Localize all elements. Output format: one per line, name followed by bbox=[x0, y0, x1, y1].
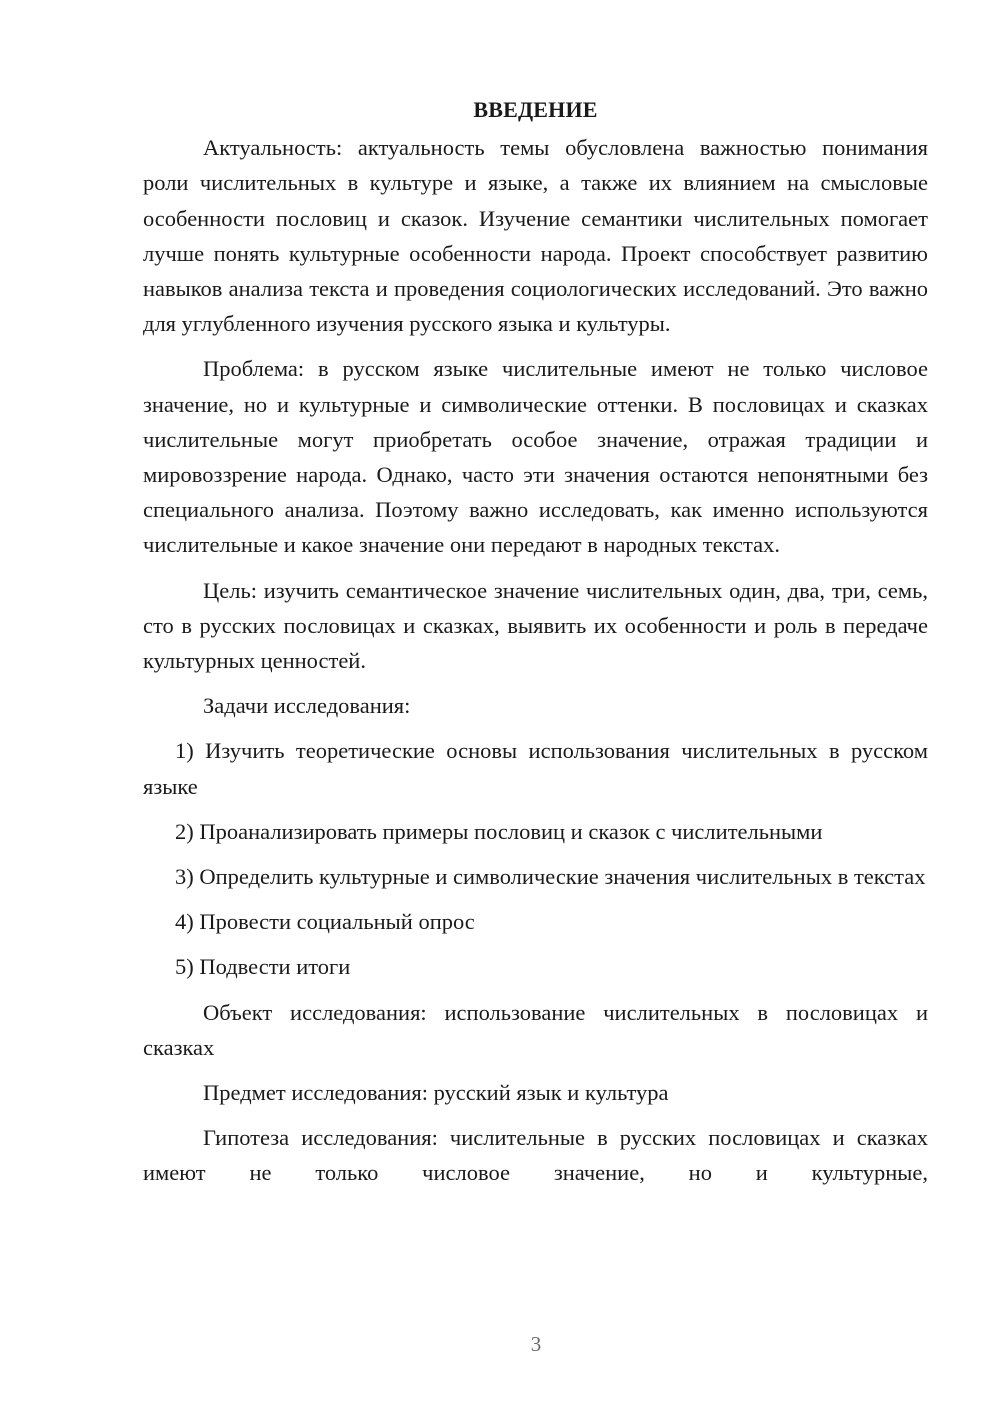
list-item: 4) Провести социальный опрос bbox=[175, 909, 475, 935]
list-item: 2) Проанализировать примеры пословиц и сказок с числительными bbox=[175, 818, 823, 844]
list-item: 1) Изучить теоретические основы использования числительных в русском языке bbox=[143, 738, 928, 799]
paragraph-relevance: Актуальность: актуальность темы обусловлена важностью понимания роли числительных в культуре и языке, а также их влиянием на смысловые особенности пословиц и сказок. Изучение семантики числительных помогает лучше понять культурные особенности народа. Проект способствует развитию навыков анализа текста и проведения социологических исследований. Это важно для углубленного изучения русского языка и культуры. bbox=[143, 135, 928, 337]
page-number: 3 bbox=[530, 1332, 542, 1356]
paragraph-subject: Предмет исследования: русский язык и культура bbox=[203, 1080, 669, 1106]
section-heading: ВВЕДЕНИЕ bbox=[473, 97, 598, 122]
paragraph-object: Объект исследования: использование числительных в пословицах и сказках bbox=[143, 999, 928, 1060]
list-item: 5) Подвести итоги bbox=[175, 954, 351, 980]
paragraph-hypothesis: Гипотеза исследования: числительные в русских пословицах и сказках имеют не только числовое значение, но и культурные, bbox=[143, 1125, 928, 1186]
page-content bbox=[143, 92, 928, 1201]
paragraph-tasks-label: Задачи исследования: bbox=[203, 693, 411, 719]
tasks-list bbox=[143, 733, 928, 984]
list-item: 3) Определить культурные и символические значения числительных в текстах bbox=[175, 864, 926, 890]
paragraph-problem: Проблема: в русском языке числительные имеют не только числовое значение, но и культурные и символические оттенки. В пословицах и сказках числительные могут приобретать особое значение, отражая традиции и мировоззрение народа. Однако, часто эти значения остаются непонятными без специального анализа. Поэтому важно исследовать, как именно используются числительные и какое значение они передают в народных текстах. bbox=[143, 356, 928, 558]
paragraph-goal: Цель: изучить семантическое значение числительных один, два, три, семь, сто в русских пословицах и сказках, выявить их особенности и роль в передаче культурных ценностей. bbox=[143, 577, 928, 674]
